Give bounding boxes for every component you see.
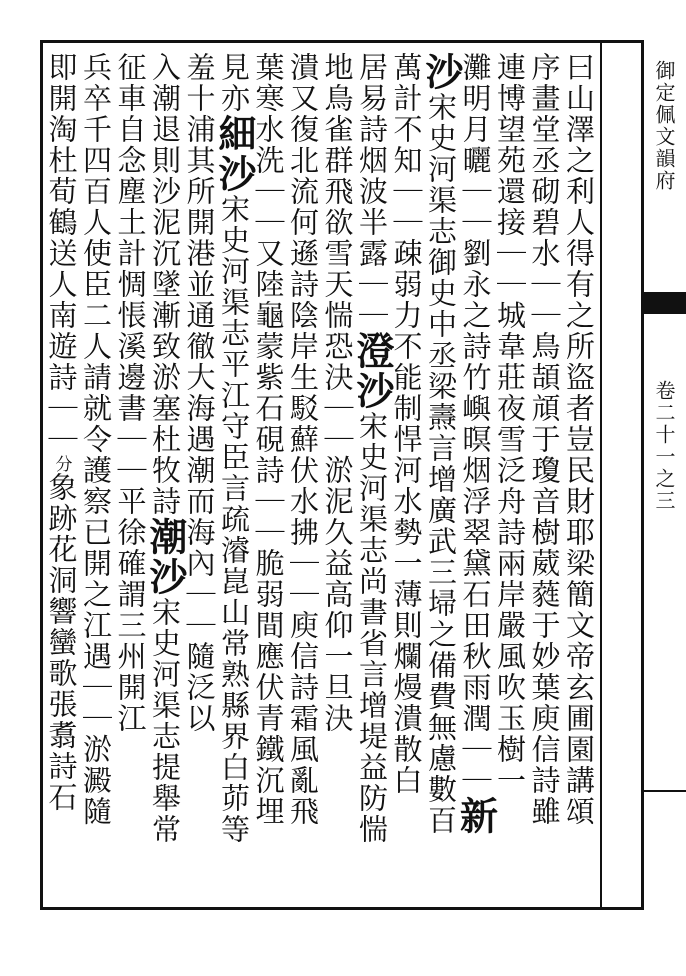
text-segment: 征車自念塵土計惆悵溪邊書｜｜ <box>113 52 148 486</box>
text-segment: 曰山澤之利人得有之所盜者豈民財耶梁簡文帝玄圃園講頌 <box>562 52 596 827</box>
margin-rule <box>644 790 686 792</box>
headword: 沙 <box>419 52 464 92</box>
text-segment: 象跡花洞響蠻歌張翥詩石 <box>44 472 79 813</box>
text-segment: 地鳥雀群飛欲雪天 <box>320 52 355 300</box>
headword: 澄沙 <box>350 331 395 411</box>
text-segment: 宋史河渠志尚書省言增堤益防惴 <box>355 411 389 845</box>
text-segment: 序畫堂丞砌碧水｜｜鳥頡頏于瓊音樹葳蕤于妙葉庾信詩雖 <box>527 52 562 827</box>
text-segment: 連博望苑還接｜｜城韋莊夜雪泛舟詩兩岸嚴風吹玉樹一 <box>493 52 527 796</box>
text-column <box>560 52 598 827</box>
text-segment: 兵卒千四百人使臣二人請就令護察已開之江遇｜｜淤澱隨 <box>79 52 113 827</box>
text-column <box>43 52 81 813</box>
text-column <box>350 52 395 845</box>
text-column <box>491 52 529 796</box>
text-segment: 分 <box>51 455 72 472</box>
text-column <box>212 52 257 845</box>
column-rule <box>600 40 602 910</box>
text-segment: 灘明月曬｜｜劉永之詩竹嶼暝烟浮翠黛石田秋雨潤｜｜ <box>458 52 493 796</box>
headword: 細沙 <box>212 114 257 194</box>
fishtail-mark <box>644 292 686 314</box>
text-segment: 平徐確謂三州開江 <box>113 486 148 734</box>
text-segment: 十浦其所開港並通徹大海遇潮而海內｜｜隨泛以 <box>182 83 217 734</box>
text-column <box>143 52 188 845</box>
book-title-margin: 御定佩文韻府 <box>652 60 676 192</box>
text-segment: 潰又復北流何遜詩陰岸生駁蘚伏水拂｜｜庾信詩霜風亂飛 <box>286 52 320 827</box>
text-column <box>284 52 322 827</box>
text-column <box>112 52 150 734</box>
text-column <box>319 52 357 734</box>
text-column <box>181 52 219 734</box>
text-segment: 惴恐決｜｜淤泥久益高仰一旦決 <box>320 300 355 734</box>
text-segment: 葉寒水洗｜｜又陸龜蒙紫石硯詩｜｜脆弱間應伏青鐵沉埋 <box>251 52 286 827</box>
text-column <box>526 52 564 827</box>
text-column <box>77 52 115 827</box>
text-segment: 見亦 <box>217 52 251 114</box>
headword: 潮沙 <box>143 517 188 597</box>
text-segment: 入潮退則沙泥沉墜漸致淤塞杜牧詩 <box>148 52 182 517</box>
text-column <box>419 52 464 836</box>
text-segment: 即開淘杜荀鶴送人南遊詩｜｜ <box>44 52 79 455</box>
text-segment: 宋史河渠志提舉常 <box>148 597 182 845</box>
text-segment: 宋史河渠志御史中丞梁燾言增廣武三埽之備費無慮數百 <box>424 92 458 836</box>
text-segment: 居易詩烟波半露｜｜ <box>355 52 389 331</box>
text-column <box>388 52 426 796</box>
volume-label-margin: 卷二十一之三 <box>652 380 676 512</box>
text-segment: 羞 <box>182 52 217 83</box>
text-segment: 萬計不知｜｜疎弱力不能制悍河水勢一薄則爛熳潰散白 <box>389 52 424 796</box>
text-column <box>453 52 499 836</box>
headword: 新 <box>453 796 499 836</box>
text-segment: 宋史河渠志平江守臣言疏濬崑山常熟縣界白茆等 <box>217 194 251 845</box>
